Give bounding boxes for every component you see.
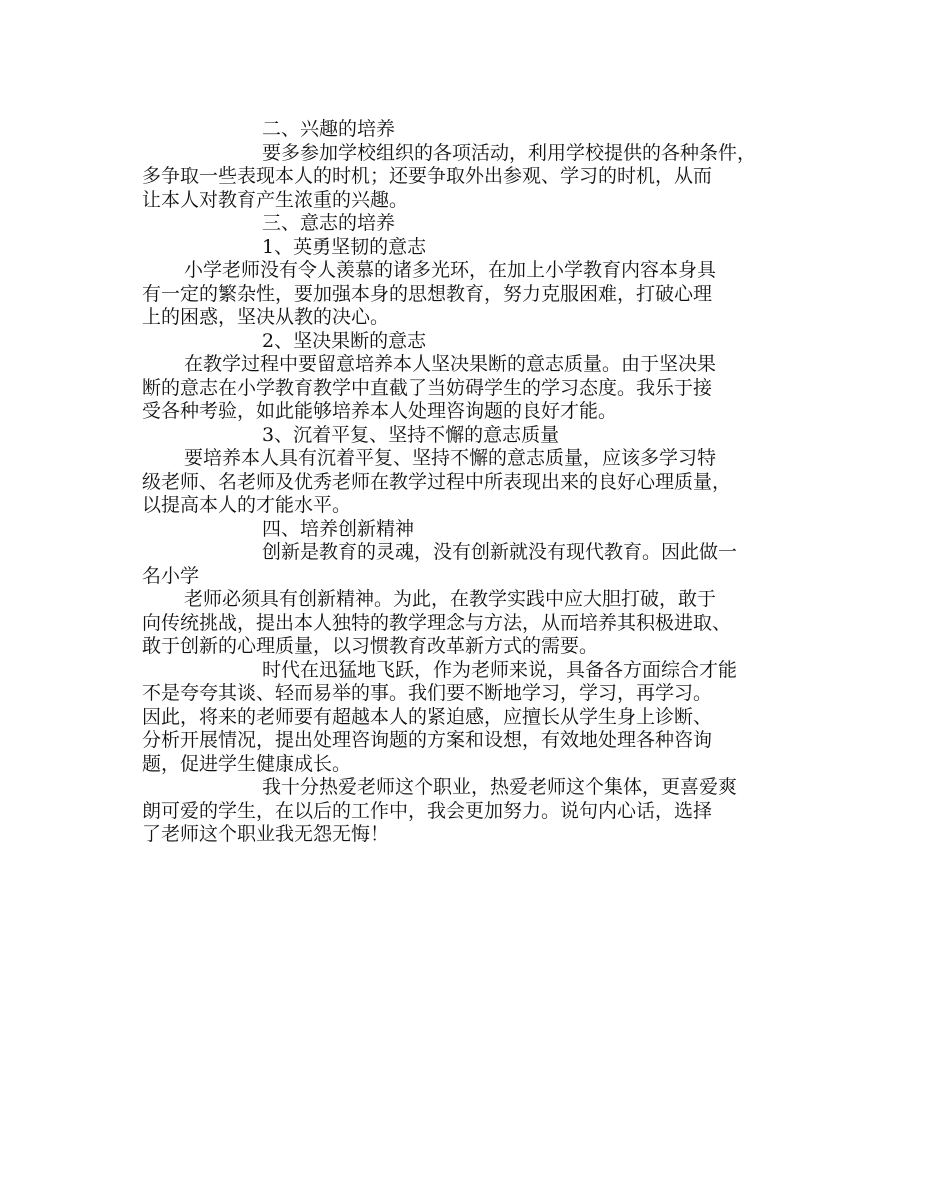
paragraph-line: 要培养本人具有沉着平复、坚持不懈的意志质量，应该多学习特 <box>184 447 717 469</box>
paragraph-line: 上的困惑，坚决从教的决心。 <box>142 306 390 328</box>
paragraph-line: 让本人对教育产生浓重的兴趣。 <box>142 188 409 211</box>
paragraph-line: 敢于创新的心理质量，以习惯教育改革新方式的需要。 <box>142 635 599 657</box>
paragraph-line: 小学老师没有令人羡慕的诸多光环，在加上小学教育内容本身具 <box>184 259 717 281</box>
paragraph-line: 老师必须具有创新精神。为此，在教学实践中应大胆打破，敢于 <box>184 588 717 610</box>
section-heading-innovation: 四、培养创新精神 <box>262 517 415 540</box>
document-body <box>142 118 818 847</box>
paragraph-line: 要多参加学校组织的各项活动，利用学校提供的各种条件， <box>262 141 757 164</box>
paragraph-line: 在教学过程中要留意培养本人坚决果断的意志质量。由于坚决果 <box>184 353 717 375</box>
paragraph-line: 了老师这个职业我无怨无悔！ <box>142 823 390 845</box>
paragraph-line: 受各种考验，如此能够培养本人处理咨询题的良好才能。 <box>142 400 618 422</box>
paragraph-line: 题，促进学生健康成长。 <box>142 752 352 775</box>
paragraph-line: 以提高本人的才能水平。 <box>142 494 352 516</box>
paragraph-line: 名小学 <box>142 564 200 587</box>
paragraph-line: 朗可爱的学生，在以后的工作中，我会更加努力。说句内心话，选择 <box>142 799 713 822</box>
paragraph-line: 创新是教育的灵魂，没有创新就没有现代教育。因此做一 <box>262 541 738 563</box>
paragraph-line: 断的意志在小学教育教学中直截了当妨碍学生的学习态度。我乐于接 <box>142 376 713 399</box>
section-heading-will: 三、意志的培养 <box>262 212 396 234</box>
subheading-brave-will: 1、英勇坚韧的意志 <box>262 235 427 258</box>
paragraph-line: 多争取一些表现本人的时机；还要争取外出参观、学习的时机，从而 <box>142 165 713 187</box>
section-heading-interest: 二、兴趣的培养 <box>262 118 396 140</box>
paragraph-line: 分析开展情况，提出处理咨询题的方案和设想，有效地处理各种咨询 <box>142 729 713 751</box>
paragraph-line: 不是夸夸其谈、轻而易举的事。我们要不断地学习，学习，再学习。 <box>142 682 713 704</box>
paragraph-line: 有一定的繁杂性，要加强本身的思想教育，努力克服困难，打破心理 <box>142 282 713 305</box>
paragraph-line: 向传统挑战，提出本人独特的教学理念与方法，从而培养其积极进取、 <box>142 611 732 634</box>
subheading-calm-will: 3、沉着平复、坚持不懈的意志质量 <box>262 423 560 446</box>
paragraph-line: 因此，将来的老师要有超越本人的紧迫感，应擅长从学生身上诊断、 <box>142 705 713 728</box>
paragraph-line: 级老师、名老师及优秀老师在教学过程中所表现出来的良好心理质量， <box>142 470 732 493</box>
paragraph-line: 时代在迅猛地飞跃，作为老师来说，具备各方面综合才能 <box>262 658 738 681</box>
paragraph-line: 我十分热爱老师这个职业，热爱老师这个集体，更喜爱爽 <box>262 776 738 798</box>
subheading-decisive-will: 2、坚决果断的意志 <box>262 329 427 352</box>
